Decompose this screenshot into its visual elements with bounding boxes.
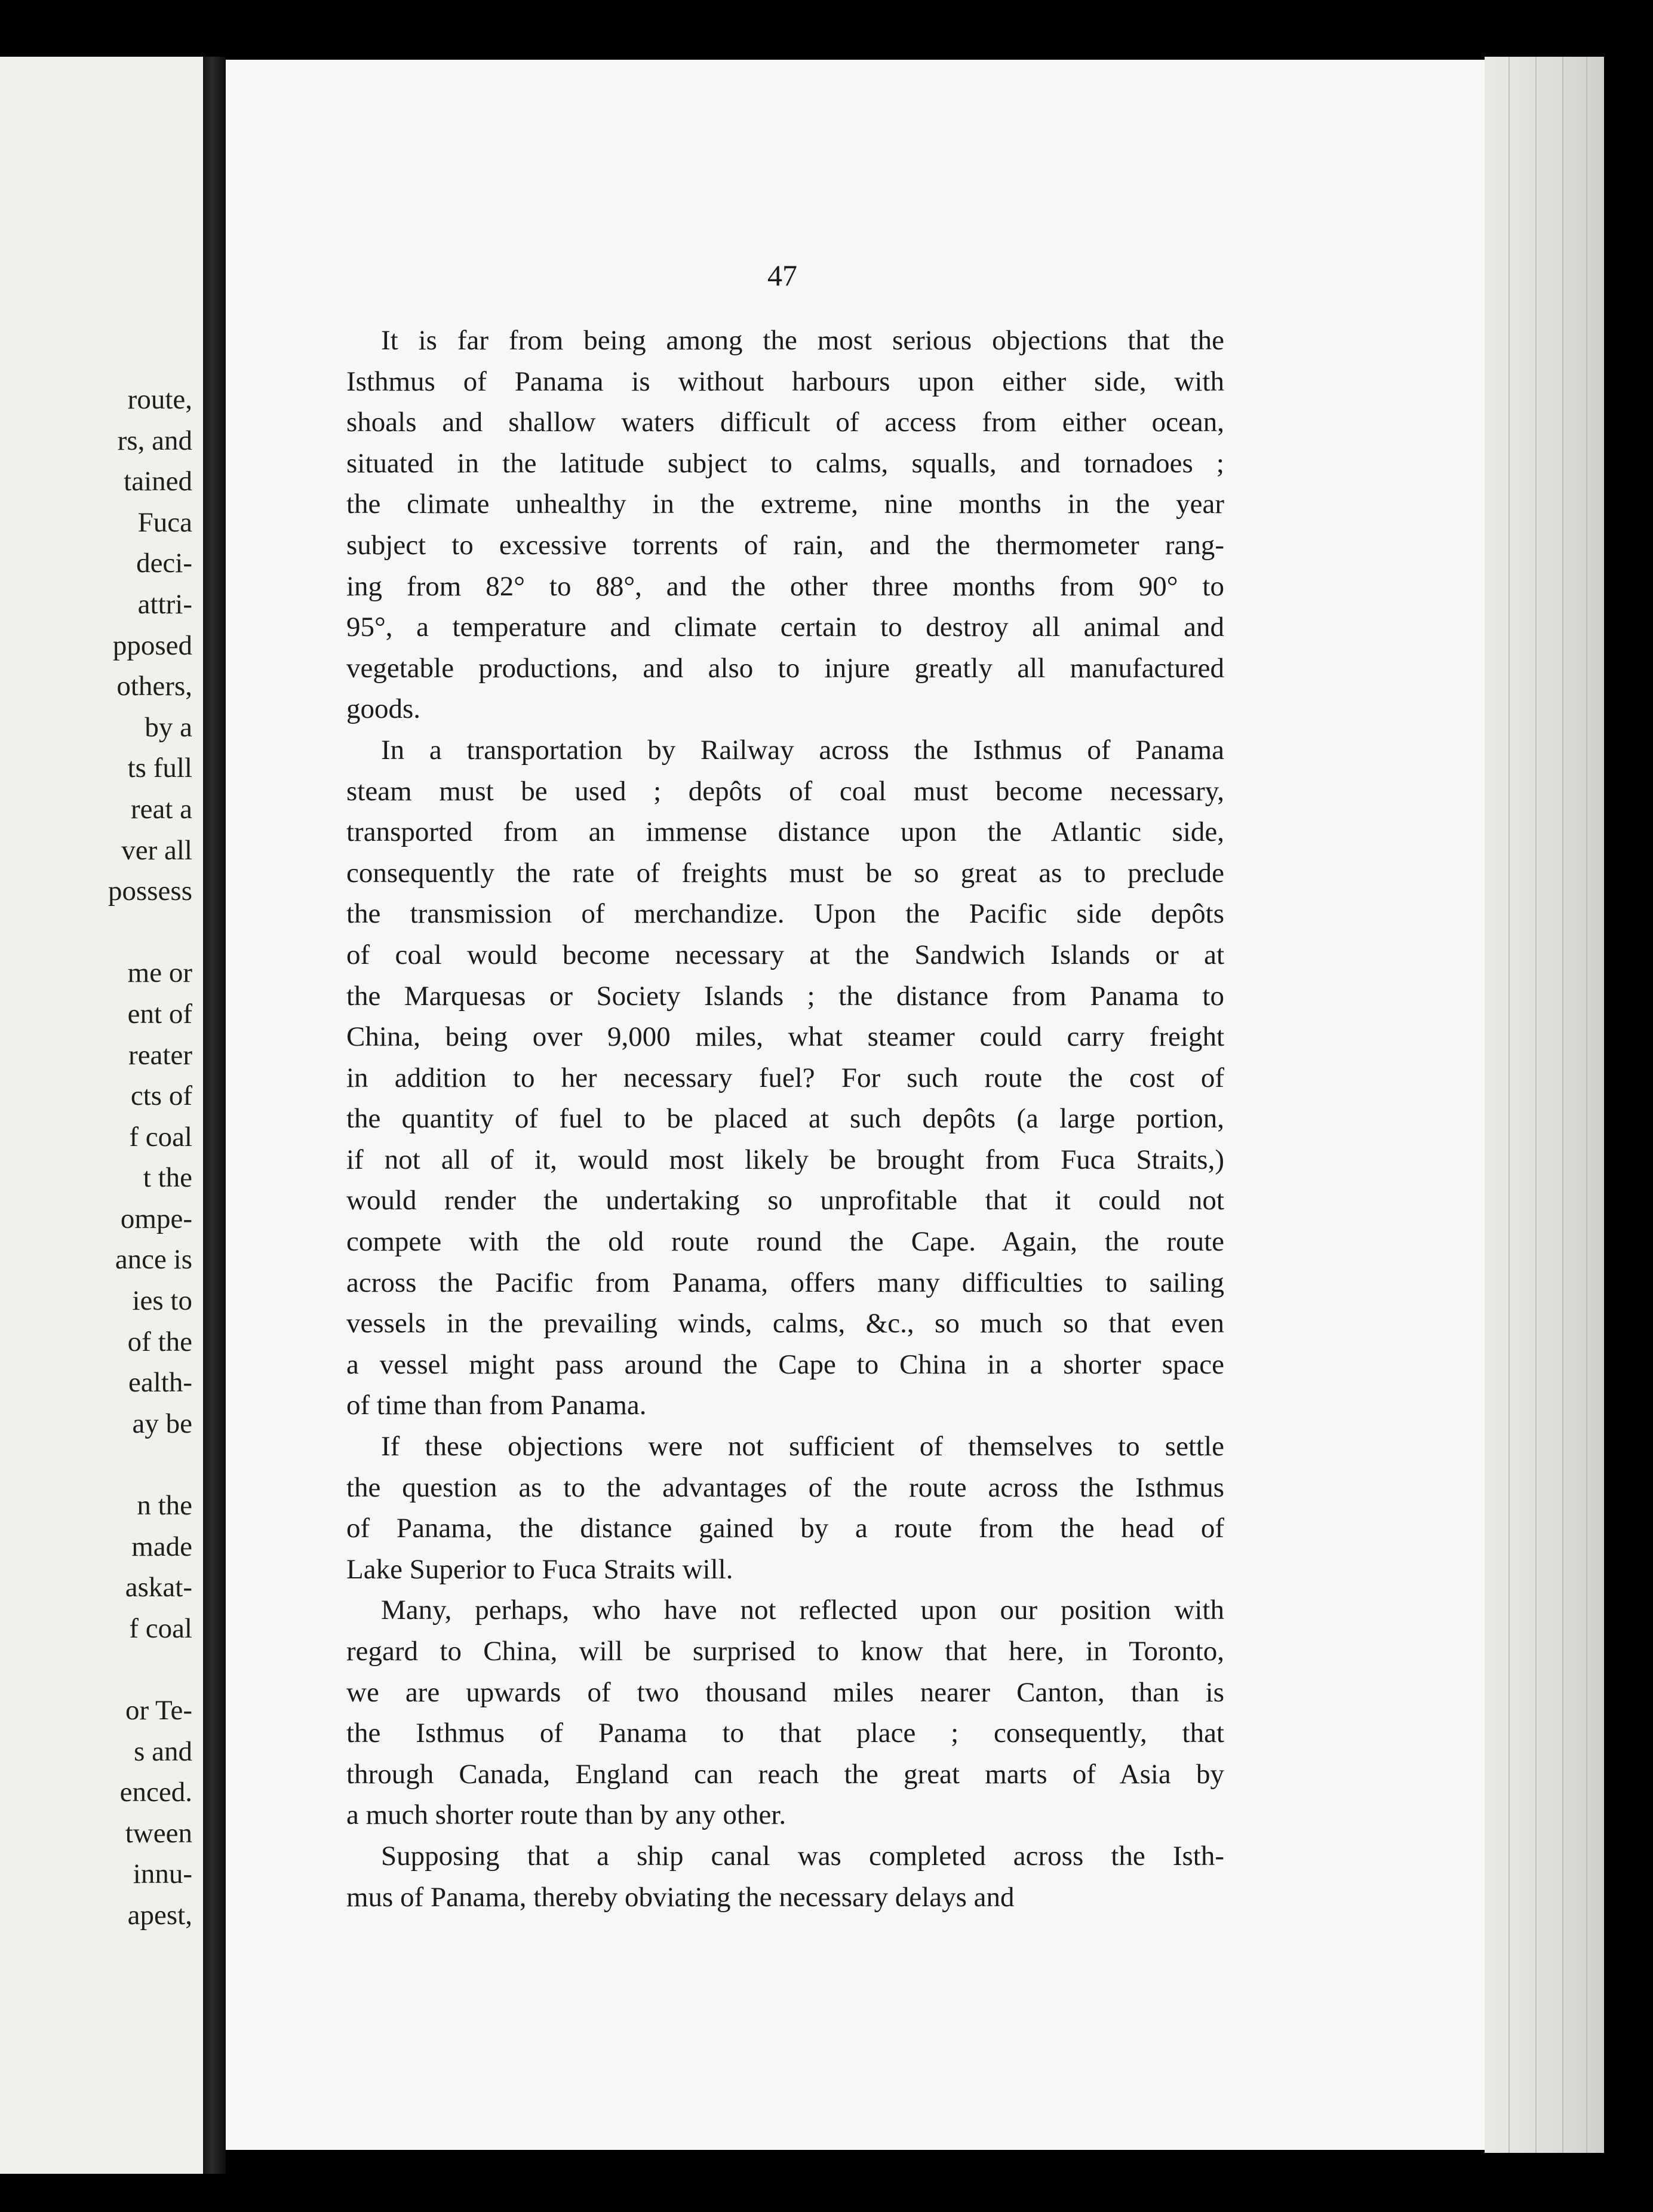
text-line: of time than from Panama. bbox=[346, 1390, 647, 1421]
left-page-line: tween bbox=[125, 1817, 192, 1849]
text-line: in addition to her necessary fuel? For such route the cost of bbox=[346, 1062, 1224, 1093]
left-page-line: n the bbox=[137, 1490, 192, 1522]
left-page-line: ent of bbox=[127, 998, 192, 1030]
text-line: the Marquesas or Society Islands ; the distance from Panama to bbox=[346, 980, 1224, 1012]
paragraph bbox=[346, 320, 1224, 730]
left-page-line: ance is bbox=[115, 1244, 192, 1276]
left-page-line: rs, and bbox=[117, 425, 192, 456]
left-page-line: or Te- bbox=[125, 1695, 192, 1726]
book-gutter bbox=[203, 57, 226, 2174]
page-number: 47 bbox=[767, 259, 797, 292]
text-line: of coal would become necessary at the Sandwich Islands or at bbox=[346, 939, 1224, 970]
text-line: It is far from being among the most serious objections that the bbox=[381, 325, 1224, 356]
paragraph bbox=[346, 1590, 1224, 1836]
left-page-line: route, bbox=[127, 384, 192, 415]
left-page-line: made bbox=[131, 1531, 192, 1562]
text-line: the transmission of merchandize. Upon the Pacific side depôts bbox=[346, 898, 1224, 930]
left-page-line: ies to bbox=[132, 1285, 192, 1317]
text-line: compete with the old route round the Cape. Again, the route bbox=[346, 1226, 1224, 1258]
text-line: transported from an immense distance upon the Atlantic side, bbox=[346, 816, 1224, 848]
left-page-line: t the bbox=[143, 1162, 192, 1194]
left-page-line: deci- bbox=[136, 548, 192, 579]
left-page-line: Fuca bbox=[137, 506, 192, 538]
text-line: Isthmus of Panama is without harbours upon either side, with bbox=[346, 365, 1224, 397]
left-page-line: enced. bbox=[119, 1777, 192, 1808]
text-line: the climate unhealthy in the extreme, nine months in the year bbox=[346, 489, 1224, 520]
text-line: a much shorter route than by any other. bbox=[346, 1799, 786, 1831]
left-page-line: reater bbox=[128, 1039, 192, 1071]
left-page-line: askat- bbox=[125, 1572, 192, 1603]
left-page-line: me or bbox=[127, 957, 192, 989]
left-page-line: pposed bbox=[112, 629, 192, 661]
paragraph bbox=[346, 730, 1224, 1426]
left-page-line bbox=[0, 912, 192, 953]
text-line: we are upwards of two thousand miles nearer Canton, than is bbox=[346, 1676, 1224, 1708]
left-page-line: ompe- bbox=[120, 1203, 192, 1234]
left-page-line: f coal bbox=[129, 1121, 192, 1153]
text-line: If these objections were not sufficient of themselves to settle bbox=[381, 1431, 1224, 1463]
text-line: the Isthmus of Panama to that place ; consequently, that bbox=[346, 1718, 1224, 1749]
left-page-line: apest, bbox=[127, 1899, 192, 1931]
text-line: regard to China, will be surprised to know that here, in Toronto, bbox=[346, 1636, 1224, 1667]
left-page-line: others, bbox=[116, 671, 192, 702]
text-line: Lake Superior to Fuca Straits will. bbox=[346, 1553, 733, 1585]
left-page-line bbox=[0, 1649, 192, 1690]
text-line: shoals and shallow waters difficult of access from either ocean, bbox=[346, 407, 1224, 438]
left-page-fragment bbox=[0, 57, 203, 2174]
text-line: across the Pacific from Panama, offers many difficulties to sailing bbox=[346, 1267, 1224, 1298]
left-page-text bbox=[0, 379, 192, 1936]
left-page-line bbox=[0, 1444, 192, 1485]
left-page-line: possess bbox=[107, 875, 192, 907]
text-line: subject to excessive torrents of rain, and the thermometer rang- bbox=[346, 529, 1224, 561]
text-line: consequently the rate of freights must be so great as to preclude bbox=[346, 857, 1224, 889]
paragraph bbox=[346, 1836, 1224, 1918]
page-body-text bbox=[346, 320, 1224, 1918]
left-page-line: f coal bbox=[129, 1612, 192, 1644]
left-page-line: cts of bbox=[130, 1080, 192, 1112]
text-line: vessels in the prevailing winds, calms, &c., so much so that even bbox=[346, 1308, 1224, 1340]
left-page-line: innu- bbox=[133, 1858, 192, 1890]
left-page-line: s and bbox=[134, 1735, 192, 1767]
text-line: the question as to the advantages of the route across the Isthmus bbox=[346, 1471, 1224, 1503]
paragraph bbox=[346, 1426, 1224, 1590]
left-page-line: ealth- bbox=[128, 1367, 192, 1399]
text-line: 95°, a temperature and climate certain to destroy all animal and bbox=[346, 612, 1224, 643]
text-line: the quantity of fuel to be placed at such depôts (a large portion, bbox=[346, 1103, 1224, 1135]
text-line: mus of Panama, thereby obviating the necessary delays and bbox=[346, 1881, 1015, 1913]
text-line: would render the undertaking so unprofitable that it could not bbox=[346, 1185, 1224, 1216]
left-page-line: ay be bbox=[132, 1408, 192, 1439]
text-line: Many, perhaps, who have not reflected upon our position with bbox=[381, 1595, 1224, 1626]
left-page-line: ver all bbox=[121, 834, 192, 866]
text-line: situated in the latitude subject to calms, squalls, and tornadoes ; bbox=[346, 447, 1224, 479]
text-line: of Panama, the distance gained by a route from the head of bbox=[346, 1513, 1224, 1544]
text-line: Supposing that a ship canal was completed across the Isth- bbox=[381, 1840, 1224, 1872]
text-line: if not all of it, would most likely be brought from Fuca Straits,) bbox=[346, 1144, 1224, 1175]
left-page-line: reat a bbox=[130, 793, 192, 825]
text-line: through Canada, England can reach the great marts of Asia by bbox=[346, 1758, 1224, 1790]
page-edges bbox=[1485, 57, 1604, 2153]
text-line: In a transportation by Railway across the Isthmus of Panama bbox=[381, 734, 1224, 766]
left-page-line: tained bbox=[124, 466, 192, 497]
text-line: steam must be used ; depôts of coal must become necessary, bbox=[346, 775, 1224, 807]
text-line: vegetable productions, and also to injure greatly all manufactured bbox=[346, 652, 1224, 684]
text-line: goods. bbox=[346, 693, 421, 725]
left-page-line: by a bbox=[145, 711, 192, 743]
left-page-line: ts full bbox=[127, 752, 192, 784]
text-line: China, being over 9,000 miles, what steamer could carry freight bbox=[346, 1021, 1224, 1053]
left-page-line: of the bbox=[127, 1326, 192, 1357]
text-line: a vessel might pass around the Cape to China in a shorter space bbox=[346, 1348, 1224, 1380]
left-page-line: attri- bbox=[137, 588, 192, 620]
text-line: ing from 82° to 88°, and the other three months from 90° to bbox=[346, 570, 1224, 602]
